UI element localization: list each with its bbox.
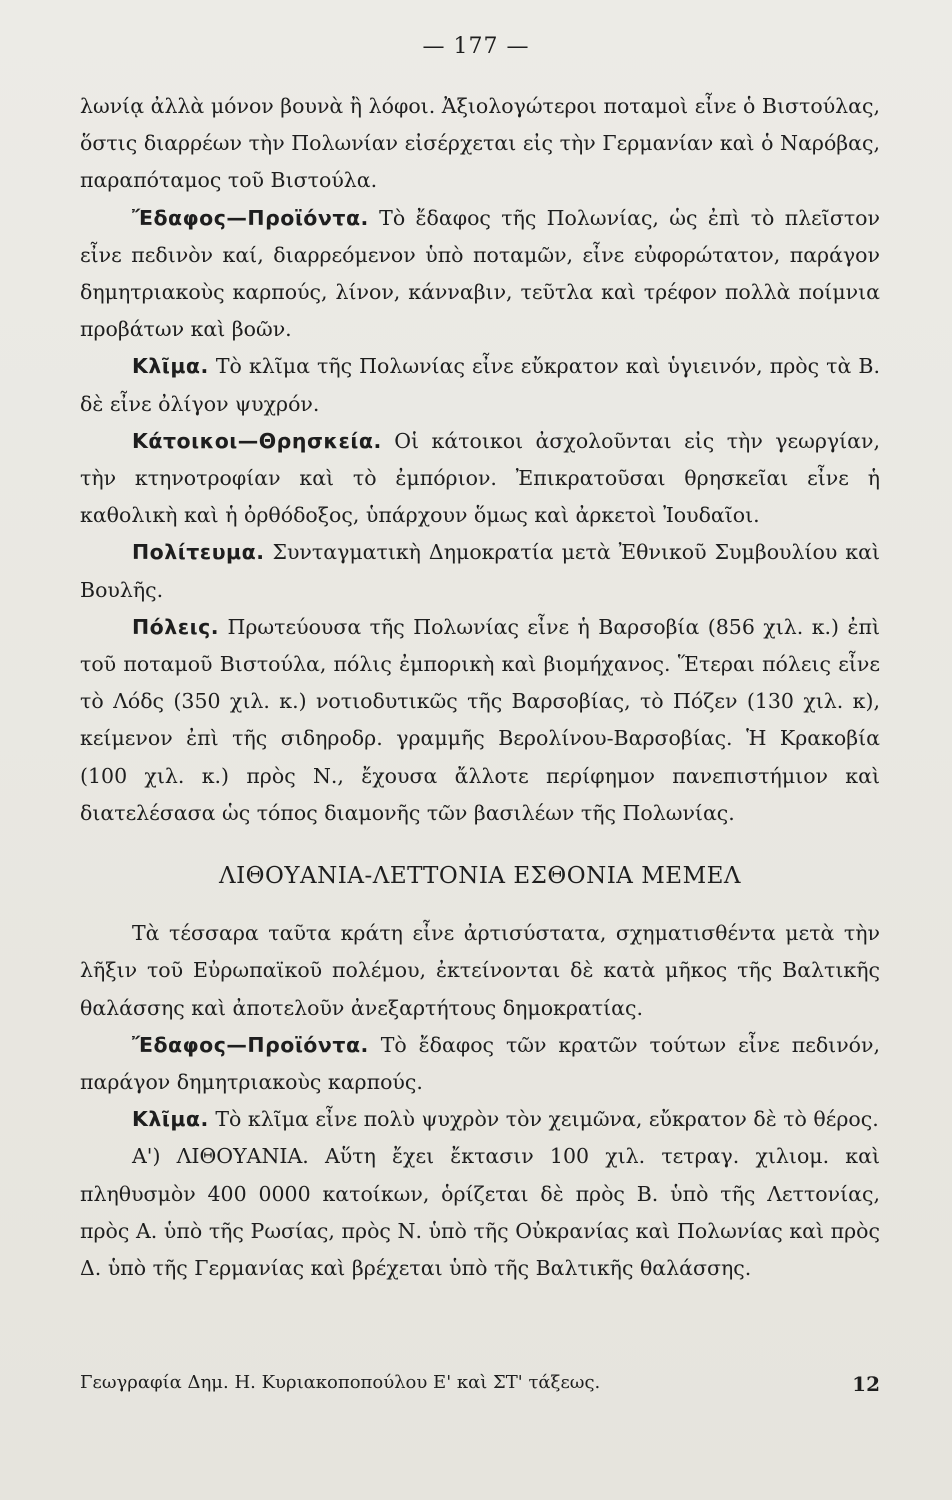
footer-signature-text: Γεωγραφία Δημ. Η. Κυριακοποπούλου Ε' καὶ ΣΤ' τάξεως. bbox=[80, 1372, 601, 1393]
heading-soil-products: Ἔδαφος—Προϊόντα. bbox=[132, 205, 369, 230]
heading-government: Πολίτευμα. bbox=[132, 540, 265, 565]
paragraph-baltic-states: Τὰ τέσσαρα ταῦτα κράτη εἶνε ἀρτισύστατα, σχηματισθέντα μετὰ τὴν λῆξιν τοῦ Εὐρωπαϊκοῦ πολέμου, ἐκτείνονται δὲ κατὰ μῆκος τῆς Βαλτικῆς θαλάσσης καὶ ἀποτελοῦν ἀνεξαρτήτους δημοκρατίας. bbox=[80, 921, 880, 1020]
footer-sheet-number: 12 bbox=[852, 1372, 880, 1396]
text-baltic-climate: Τὸ κλῖμα εἶνε πολὺ ψυχρὸν τὸν χειμῶνα, εὔκρατον δὲ τὸ θέρος. bbox=[215, 1107, 879, 1132]
heading-lithuania: Α') ΛΙΘΟΥΑΝΙΑ. bbox=[132, 1144, 309, 1169]
text-government: Συνταγματικὴ Δημοκρατία μετὰ Ἐθνικοῦ Συμβουλίου καὶ Βουλῆς. bbox=[80, 540, 880, 602]
page-number: — 177 — bbox=[422, 34, 530, 59]
text-inhabitants-religion: Οἱ κάτοικοι ἀσχολοῦνται εἰς τὴν γεωργίαν, τὴν κτηνοτροφίαν καὶ τὸ ἐμπόριον. Ἐπικρατοῦσαι θρησκεῖαι εἶνε ἡ καθολικὴ καὶ ἡ ὀρθόδοξος, ὑπάρχουν ὅμως καὶ ἀρκετοὶ Ἰουδαῖοι. bbox=[80, 428, 880, 528]
text-climate: Τὸ κλῖμα τῆς Πολωνίας εἶνε εὔκρατον καὶ ὑγιεινόν, πρὸς τὰ Β. δὲ εἶνε ὀλίγον ψυχρόν. bbox=[80, 354, 880, 416]
heading-baltic-soil: Ἔδαφος—Προϊόντα. bbox=[132, 1032, 369, 1057]
paragraph-government bbox=[80, 534, 880, 608]
text-lithuania: Αὕτη ἔχει ἔκτασιν 100 χιλ. τετραγ. χιλιομ. καὶ πληθυσμὸν 400 0000 κατοίκων, ὁρίζεται δὲ πρὸς Β. ὑπὸ τῆς Λεττονίας, πρὸς Α. ὑπὸ τῆς Ρωσίας, πρὸς Ν. ὑπὸ τῆς Οὐκρανίας καὶ Πολωνίας καὶ πρὸς Δ. ὑπὸ τῆς Γερμανίας καὶ βρέχεται ὑπὸ τῆς Βαλτικῆς θαλάσσης. bbox=[80, 1144, 880, 1281]
heading-baltic-climate: Κλῖμα. bbox=[132, 1107, 209, 1132]
paragraph-lithuania bbox=[80, 1138, 880, 1287]
text-cities: Πρωτεύουσα τῆς Πολωνίας εἶνε ἡ Βαρσοβία (856 χιλ. κ.) ἐπὶ τοῦ ποταμοῦ Βιστούλα, πόλις ἐμπορικὴ καὶ βιομήχανος. Ἕτεραι πόλεις εἶνε τὸ Λόδς (350 χιλ. κ.) νοτιοδυτικῶς τῆς Βαρσοβίας, τὸ Πόζεν (130 χιλ. κ), κείμενον ἐπὶ τῆς σιδηροδρ. γραμμῆς Βερολίνου-Βαρσοβίας. Ἡ Κρακοβία (100 χιλ. κ.) πρὸς Ν., ἔχουσα ἄλλοτε περίφημον πανεπιστήμιον καὶ διατελέσασα ὡς τόπος διαμονῆς τῶν βασιλέων τῆς Πολωνίας. bbox=[80, 614, 880, 825]
text-soil-products: Τὸ ἔδαφος τῆς Πολωνίας, ὡς ἐπὶ τὸ πλεῖστον εἶνε πεδινὸν καί, διαρρεόμενον ὑπὸ ποταμῶν, εἶνε εὐφορώτατον, παράγον δημητριακοὺς καρπούς, λίνον, κάνναβιν, τεῦτλα καὶ τρέφον πολλὰ ποίμνια προβάτων καὶ βοῶν. bbox=[80, 205, 880, 342]
paragraph-inhabitants-religion bbox=[80, 423, 880, 535]
paragraph-soil-products bbox=[80, 200, 880, 349]
paragraph-baltic-soil bbox=[80, 1027, 880, 1101]
paragraph-rivers: λωνίᾳ ἀλλὰ μόνον βουνὰ ἢ λόφοι. Ἀξιολογώτεροι ποταμοὶ εἶνε ὁ Βιστούλας, ὅστις διαρρέων τὴν Πολωνίαν εἰσέρχεται εἰς τὴν Γερμανίαν καὶ ὁ Ναρόβας, παραπόταμος τοῦ Βιστούλα. bbox=[80, 94, 880, 193]
paragraph-baltic-climate bbox=[80, 1101, 880, 1138]
paragraph-climate bbox=[80, 348, 880, 422]
footer bbox=[80, 1372, 880, 1396]
section-title: ΛΙΘΟΥΑΝΙΑ-ΛΕΤΤΟΝΙΑ ΕΣΘΟΝΙΑ ΜΕΜΕΛ bbox=[218, 863, 742, 890]
paragraph-cities bbox=[80, 609, 880, 832]
heading-cities: Πόλεις. bbox=[132, 614, 220, 639]
heading-climate: Κλῖμα. bbox=[132, 354, 209, 379]
body-text bbox=[80, 88, 880, 1287]
heading-inhabitants-religion: Κάτοικοι—Θρησκεία. bbox=[132, 428, 382, 453]
text-baltic-soil: Τὸ ἔδαφος τῶν κρατῶν τούτων εἶνε πεδινόν, παράγον δημητριακοὺς καρπούς. bbox=[80, 1032, 880, 1095]
